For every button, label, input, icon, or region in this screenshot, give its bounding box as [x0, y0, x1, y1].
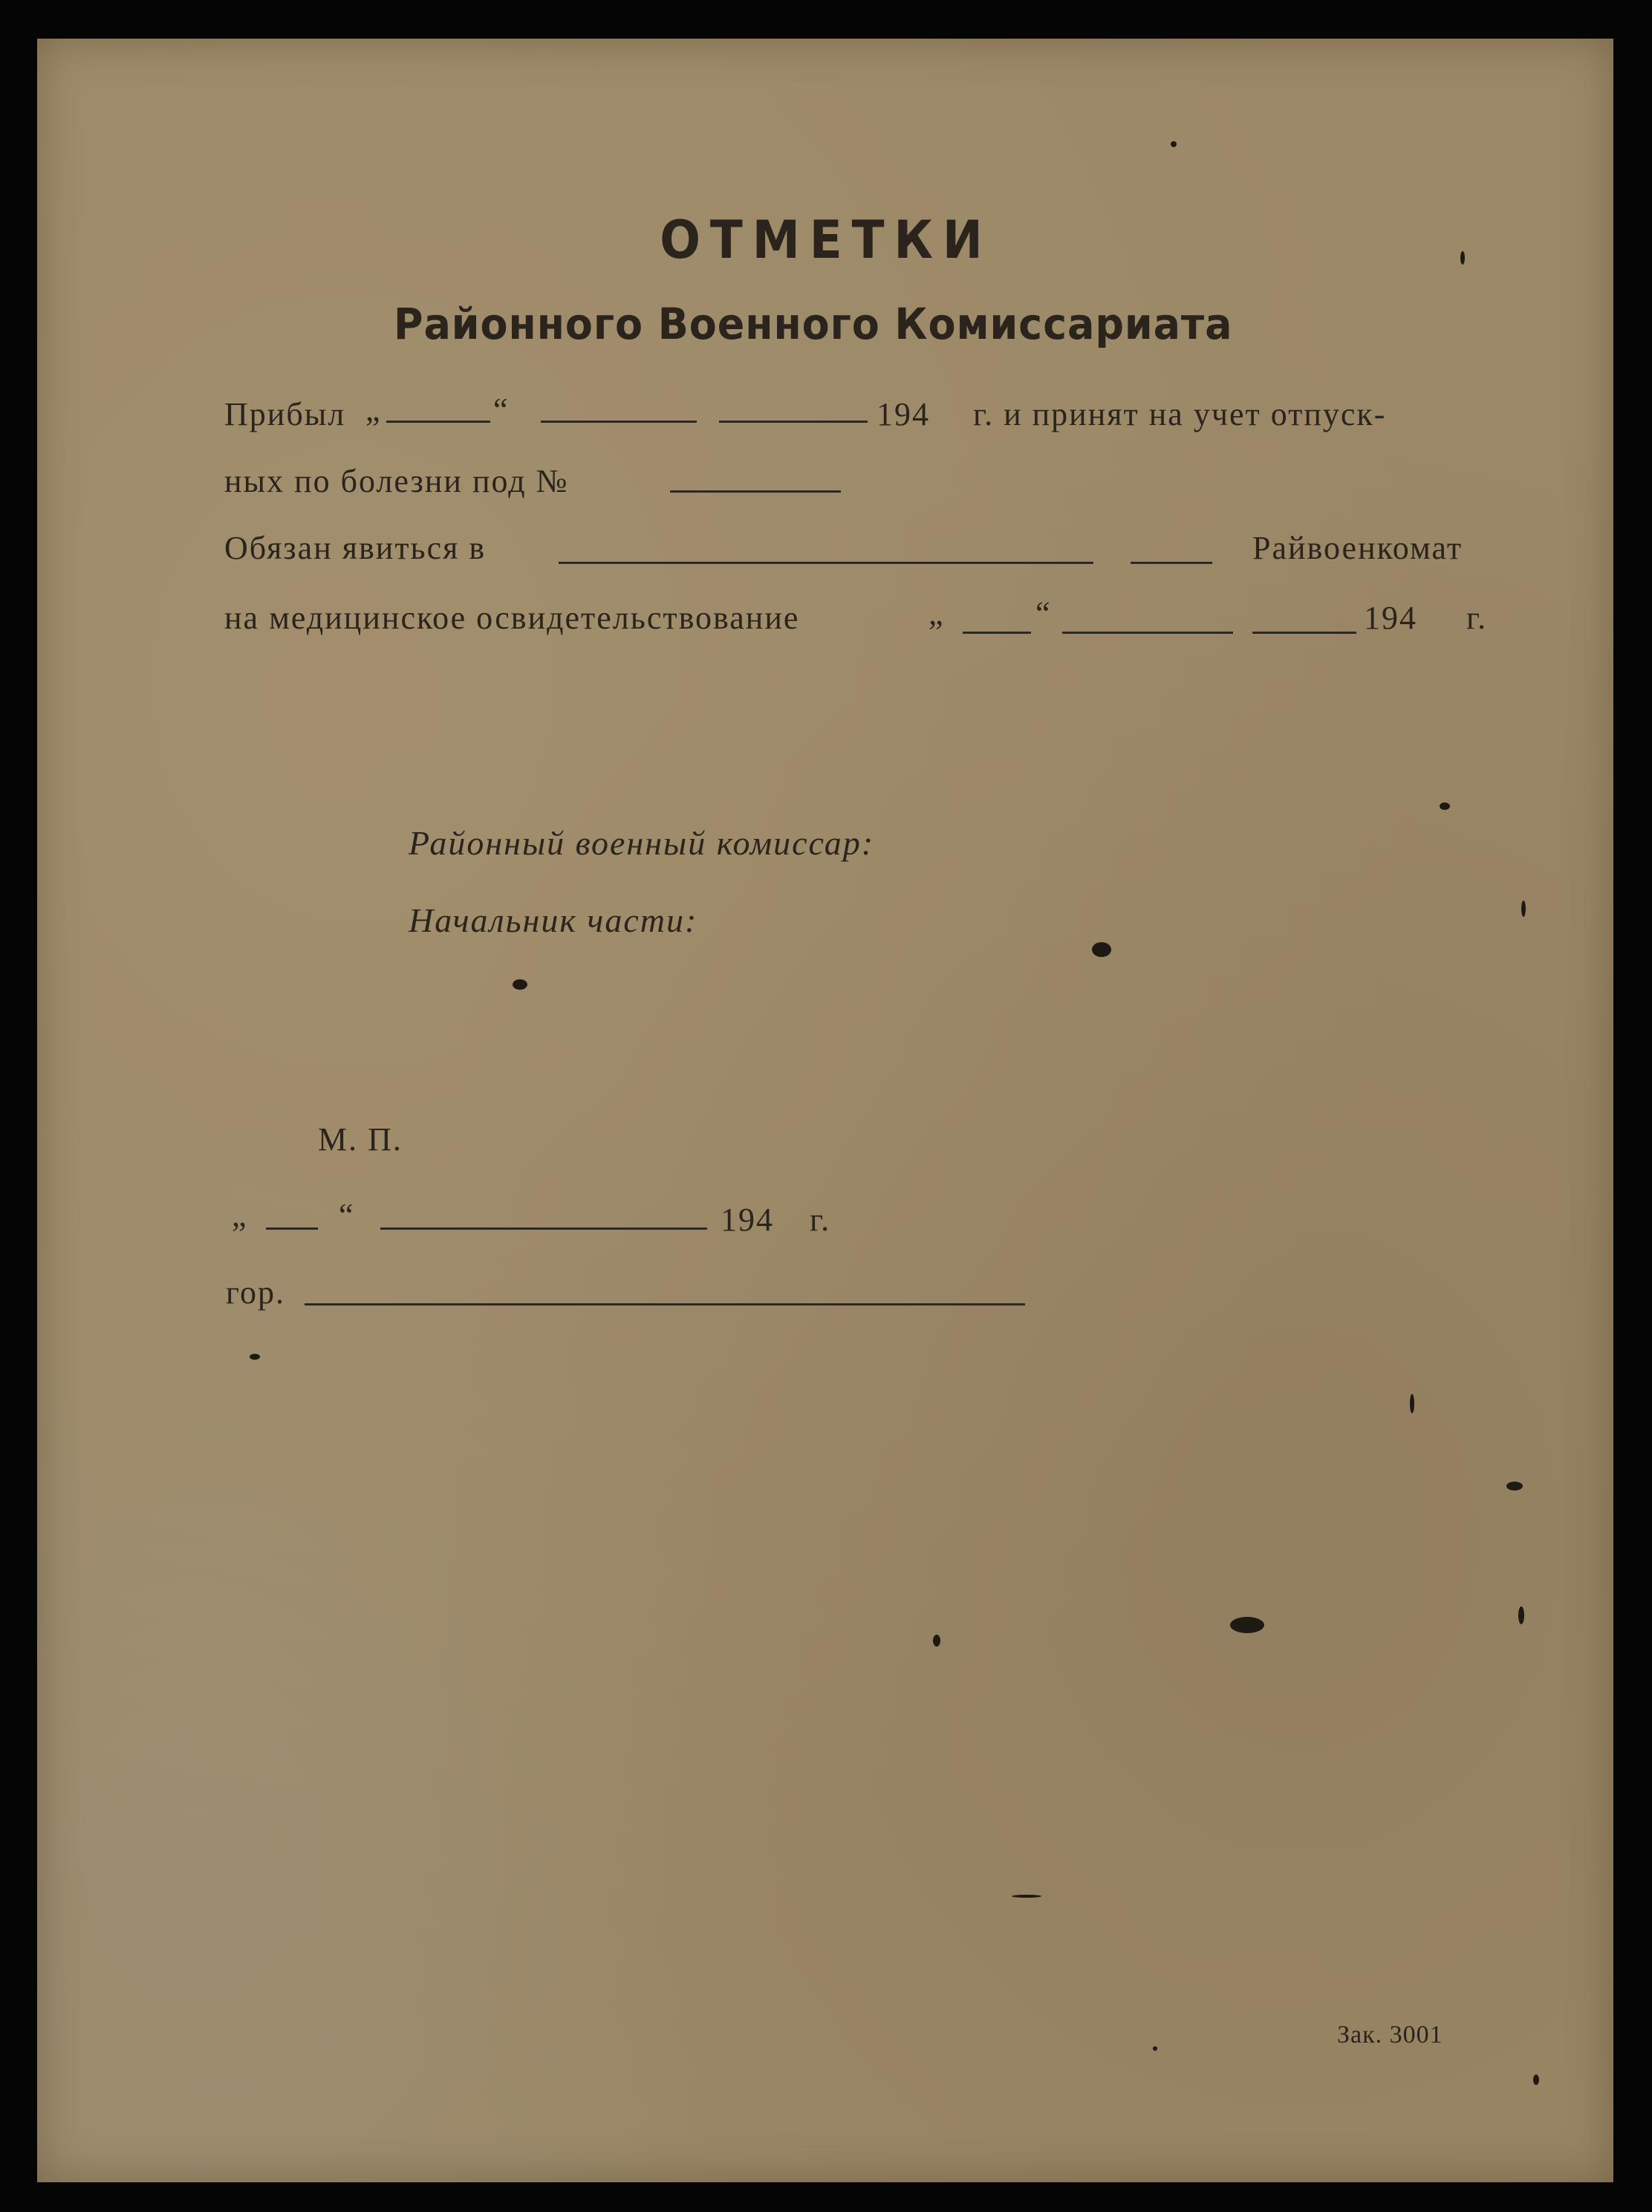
- year-prefix-2: 194: [1364, 600, 1417, 636]
- paper-speck: [1153, 2046, 1157, 2051]
- raivoenkomat-label: Райвоенкомат: [1252, 530, 1463, 566]
- paper-speck: [1092, 942, 1111, 957]
- paper-speck: [1012, 1895, 1041, 1898]
- document-sheet: [37, 39, 1613, 2182]
- form-subtitle: Районного Военного Комиссариата: [394, 299, 1233, 349]
- obliged-label: Обязан явиться в: [224, 530, 487, 566]
- city-blank: [305, 1303, 1025, 1306]
- destination-blank-2: [1131, 562, 1212, 564]
- close-quote-2: “: [1035, 595, 1052, 632]
- year-blank-2: [1252, 632, 1356, 634]
- month-blank-1: [541, 421, 697, 423]
- year-suffix-2: г.: [1466, 600, 1488, 636]
- city-label: гор.: [226, 1274, 285, 1311]
- open-quote-3: „: [232, 1197, 248, 1233]
- sick-leave-label: ных по болезни под №: [224, 463, 569, 499]
- commissar-label: Районный военный комиссар:: [409, 824, 875, 862]
- paper-speck: [513, 979, 527, 990]
- number-blank: [670, 490, 841, 493]
- stamp-year-prefix: 194: [721, 1201, 774, 1238]
- paper-speck: [1230, 1617, 1264, 1633]
- year-blank-1: [719, 421, 868, 423]
- month-blank-3: [380, 1227, 707, 1230]
- month-blank-2: [1062, 632, 1233, 634]
- paper-speck: [1460, 251, 1465, 265]
- form-title: ОТМЕТКИ: [660, 210, 992, 270]
- stamp-place-label: М. П.: [318, 1121, 403, 1158]
- day-blank-1: [386, 421, 490, 423]
- paper-speck: [1440, 802, 1450, 810]
- close-quote-3: “: [339, 1197, 355, 1233]
- destination-blank: [559, 562, 1093, 564]
- arrived-tail: г. и принят на учет отпуск-: [973, 396, 1387, 432]
- paper-speck: [1506, 1482, 1523, 1491]
- paper-speck: [250, 1354, 260, 1360]
- stamp-year-suffix: г.: [810, 1201, 831, 1238]
- close-quote-1: “: [493, 392, 510, 428]
- chief-label: Начальник части:: [409, 901, 698, 939]
- year-prefix-1: 194: [877, 396, 930, 432]
- paper-speck: [1171, 141, 1177, 147]
- open-quote-2: „: [929, 595, 945, 632]
- open-quote-1: „: [365, 392, 382, 428]
- paper-speck: [1410, 1394, 1414, 1413]
- day-blank-3: [266, 1227, 318, 1230]
- print-order-number: Зак. 3001: [1337, 2021, 1443, 2049]
- paper-speck: [1521, 901, 1526, 917]
- arrived-label: Прибыл: [224, 396, 346, 432]
- paper-speck: [1533, 2075, 1539, 2085]
- paper-speck: [1518, 1606, 1524, 1624]
- paper-speck: [933, 1635, 940, 1647]
- medical-exam-label: на медицинское освидетельствование: [224, 600, 800, 636]
- day-blank-2: [963, 632, 1031, 634]
